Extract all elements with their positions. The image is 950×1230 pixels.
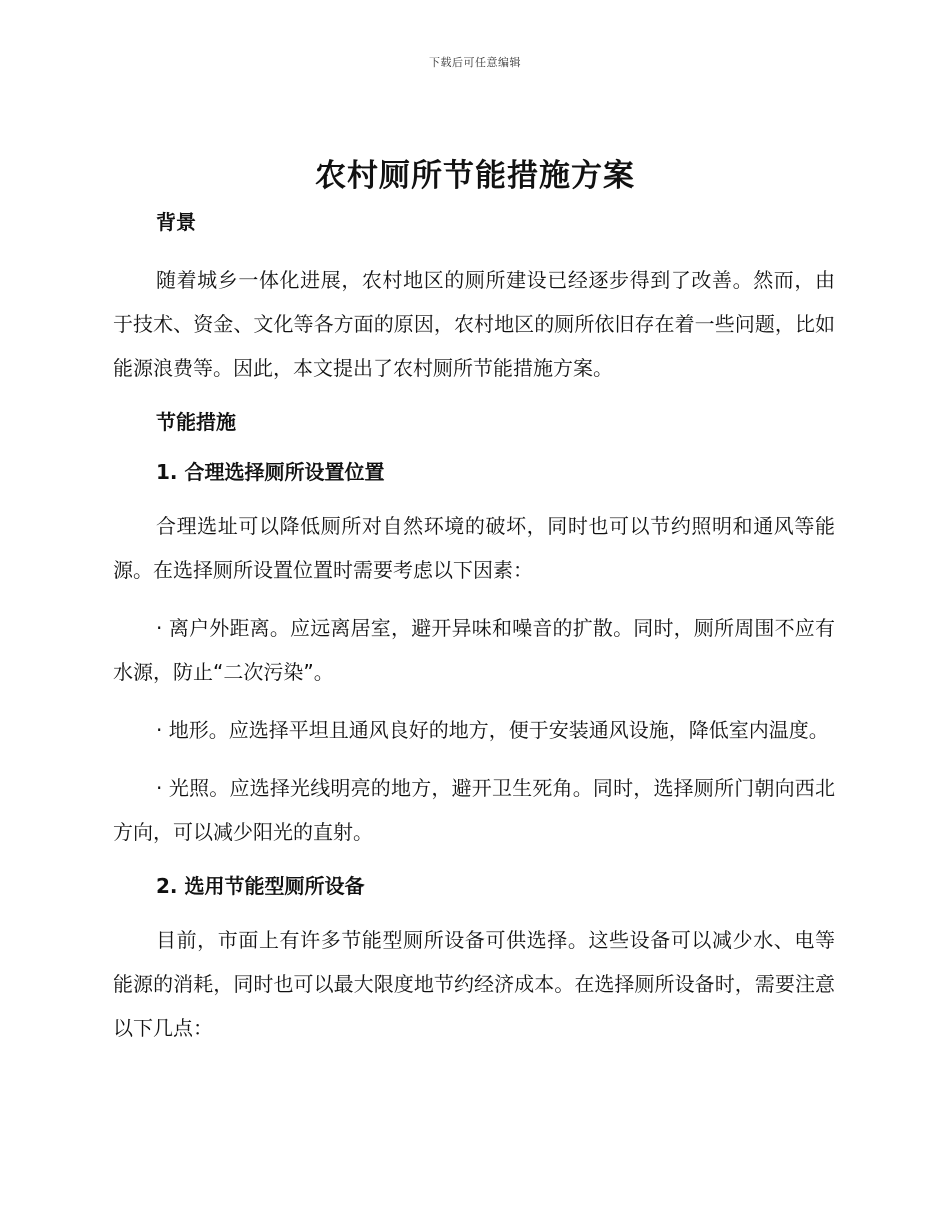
subsection-heading-location: 1. 合理选择厕所设置位置 xyxy=(156,460,385,484)
document-title: 农村厕所节能措施方案 xyxy=(315,158,635,194)
paragraph-background: 随着城乡一体化进展，农村地区的厕所建设已经逐步得到了改善。然而，由于技术、资金、文化等各方面的原因，农村地区的厕所依旧存在着一些问题，比如能源浪费等。因此，本文提出了农村厕所节能措施方案。 xyxy=(113,268,835,380)
section-heading-background: 背景 xyxy=(156,210,196,234)
page-header-note: 下载后可任意编辑 xyxy=(429,56,521,69)
bullet-terrain: · 地形。应选择平坦且通风良好的地方，便于安装通风设施，降低室内温度。 xyxy=(156,718,829,742)
section-heading-measures: 节能措施 xyxy=(156,410,236,434)
paragraph-equipment: 目前，市面上有许多节能型厕所设备可供选择。这些设备可以减少水、电等能源的消耗，同时也可以最大限度地节约经济成本。在选择厕所设备时，需要注意以下几点： xyxy=(113,928,835,1040)
subsection-heading-equipment: 2. 选用节能型厕所设备 xyxy=(156,874,365,898)
bullet-distance: · 离户外距离。应远离居室，避开异味和噪音的扩散。同时，厕所周围不应有水源，防止“二次污染”。 xyxy=(113,616,835,684)
paragraph-location: 合理选址可以降低厕所对自然环境的破坏，同时也可以节约照明和通风等能源。在选择厕所设置位置时需要考虑以下因素： xyxy=(113,514,835,582)
bullet-lighting: · 光照。应选择光线明亮的地方，避开卫生死角。同时，选择厕所门朝向西北方向，可以减少阳光的直射。 xyxy=(113,776,835,844)
document-body xyxy=(113,204,835,1050)
